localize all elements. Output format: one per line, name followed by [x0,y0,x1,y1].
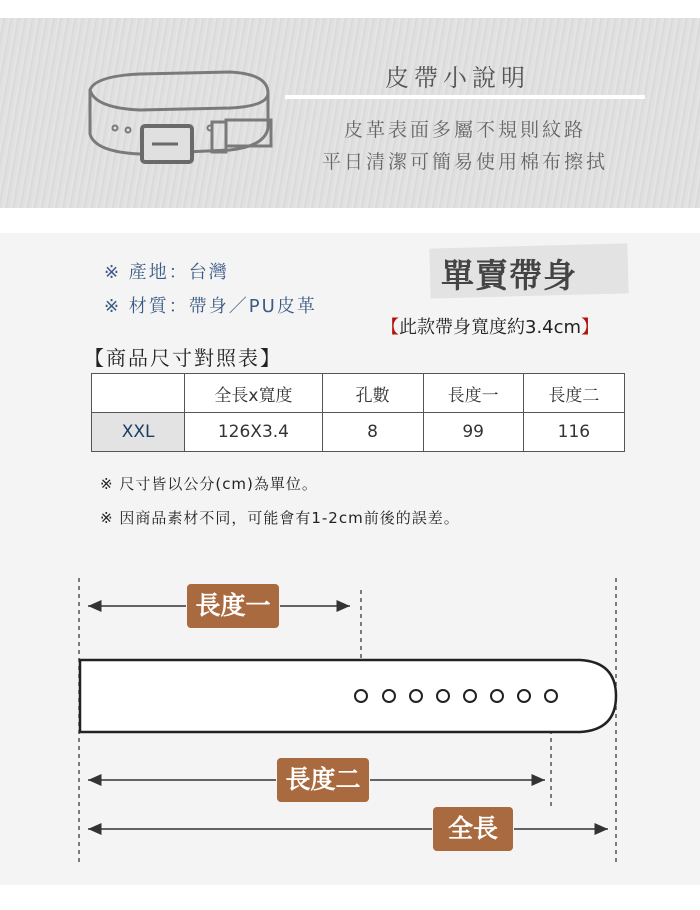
spec-material: ※ 材質：帶身／PU皮革 [104,296,317,317]
spec-origin: ※ 產地：台灣 [104,262,229,283]
table-cell-len1: 99 [423,413,523,452]
belt-hole [464,690,476,702]
table-header-cell: 孔數 [322,374,423,413]
table-cell-total: 126X3.4 [185,413,322,452]
bracket-open: 【 [381,317,399,338]
total-length-label: 全長 [433,807,513,851]
belt-hole [491,690,503,702]
header-desc-line2: 平日清潔可簡易使用棉布擦拭 [321,151,608,173]
note-unit: ※ 尺寸皆以公分(cm)為單位。 [100,475,318,493]
note-tolerance: ※ 因商品素材不同，可能會有1-2cm前後的誤差。 [100,509,460,527]
table-header-row [92,374,625,413]
tag-single-sale: 單賣帶身 [441,256,577,295]
belt-hole [410,690,422,702]
length1-label: 長度一 [187,584,279,628]
width-note [381,313,599,339]
table-cell-holes: 8 [322,413,423,452]
belt-hole [545,690,557,702]
belt-hole [518,690,530,702]
header-title: 皮帶小說明 [385,64,530,92]
header-divider [285,95,645,99]
belt-measure-diagram [0,560,700,880]
table-cell-len2: 116 [523,413,624,452]
length2-label: 長度二 [277,758,369,802]
belt-strap-outline [80,660,616,732]
bracket-close: 】 [581,317,600,338]
belt-hole [437,690,449,702]
table-header-cell [92,374,185,413]
table-header-cell: 全長x寬度 [185,374,322,413]
size-table [91,373,625,452]
size-table-title: 【商品尺寸對照表】 [84,346,282,370]
belt-hole [383,690,395,702]
belt-hole [355,690,367,702]
width-note-text: 此款帶身寬度約3.4cm [399,317,582,338]
table-row [92,413,625,452]
header-desc-line1: 皮革表面多屬不規則紋路 [343,119,586,141]
belt-icon [80,68,280,173]
table-header-cell: 長度一 [423,374,523,413]
table-cell-size: XXL [92,413,185,452]
table-header-cell: 長度二 [523,374,624,413]
